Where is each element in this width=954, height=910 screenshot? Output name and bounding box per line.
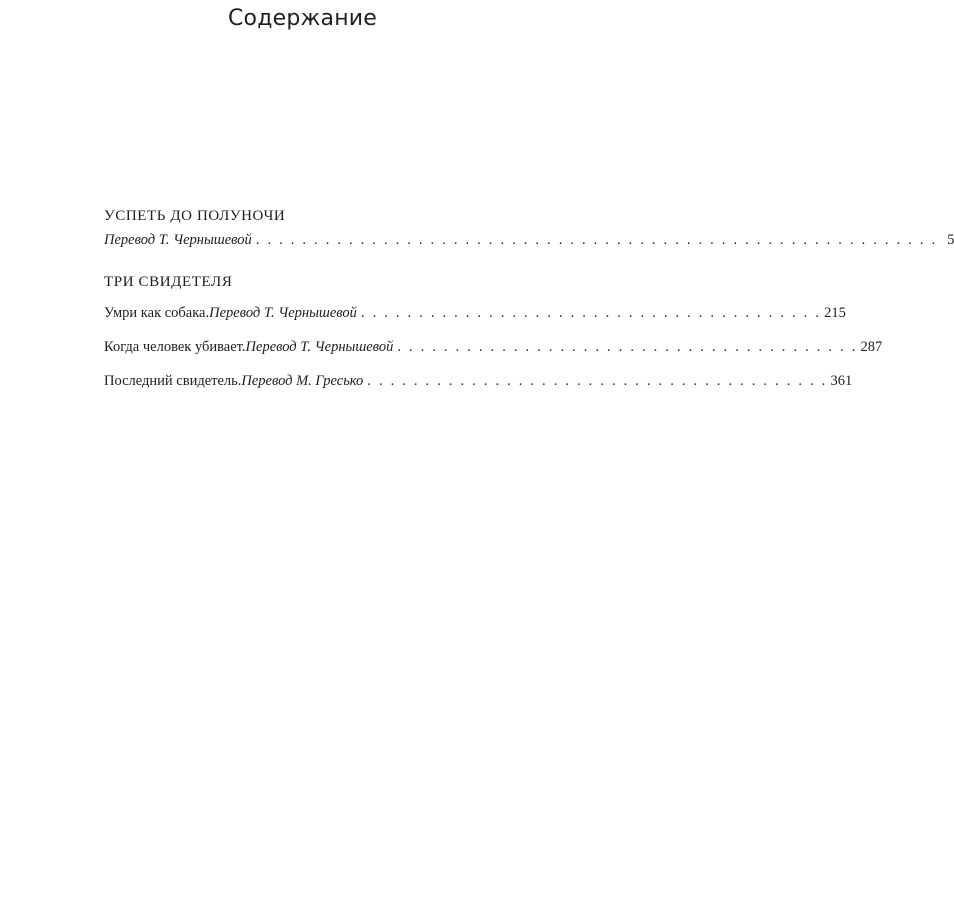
section-heading: ТРИ СВИДЕТЕЛЯ (104, 274, 233, 290)
toc-entry[interactable] (104, 230, 954, 250)
dot-leader: . . . . . . . . . . . . . . . . . . . . . . . . . . . . . . . . . . . . . . . . (367, 373, 828, 389)
toc-section (104, 272, 883, 391)
table-of-contents (104, 206, 954, 405)
page-title: Содержание (227, 6, 378, 31)
toc-entry[interactable] (104, 371, 853, 391)
entry-page-number: 215 (824, 305, 846, 321)
dot-leader: . . . . . . . . . . . . . . . . . . . . . . . . . . . . . . . . . . . . . . . . . . . . . . . . . . . . . . . . . . . (255, 232, 938, 248)
section-heading: УСПЕТЬ ДО ПОЛУНОЧИ (104, 208, 286, 224)
entry-title: Последний свидетель. (104, 373, 242, 389)
toc-section (104, 206, 954, 250)
dot-leader: . . . . . . . . . . . . . . . . . . . . . . . . . . . . . . . . . . . . . . . . (360, 305, 822, 321)
toc-entry[interactable] (104, 337, 883, 357)
dot-leader: . . . . . . . . . . . . . . . . . . . . . . . . . . . . . . . . . . . . . . . . (397, 339, 858, 355)
entry-translator: Перевод Т. Чернышевой (209, 305, 357, 321)
entry-page-number: 361 (830, 373, 853, 389)
entry-translator: Перевод Т. Чернышевой (104, 232, 252, 248)
entry-title: Умри как собака. (104, 305, 210, 321)
entry-page-number: 5 (947, 232, 954, 248)
entry-translator: Перевод Т. Чернышевой (245, 339, 394, 355)
entry-title: Когда человек убивает. (104, 339, 246, 355)
toc-entry[interactable] (104, 303, 846, 323)
entry-translator: Перевод М. Гресько (241, 373, 364, 389)
entry-page-number: 287 (860, 339, 883, 355)
